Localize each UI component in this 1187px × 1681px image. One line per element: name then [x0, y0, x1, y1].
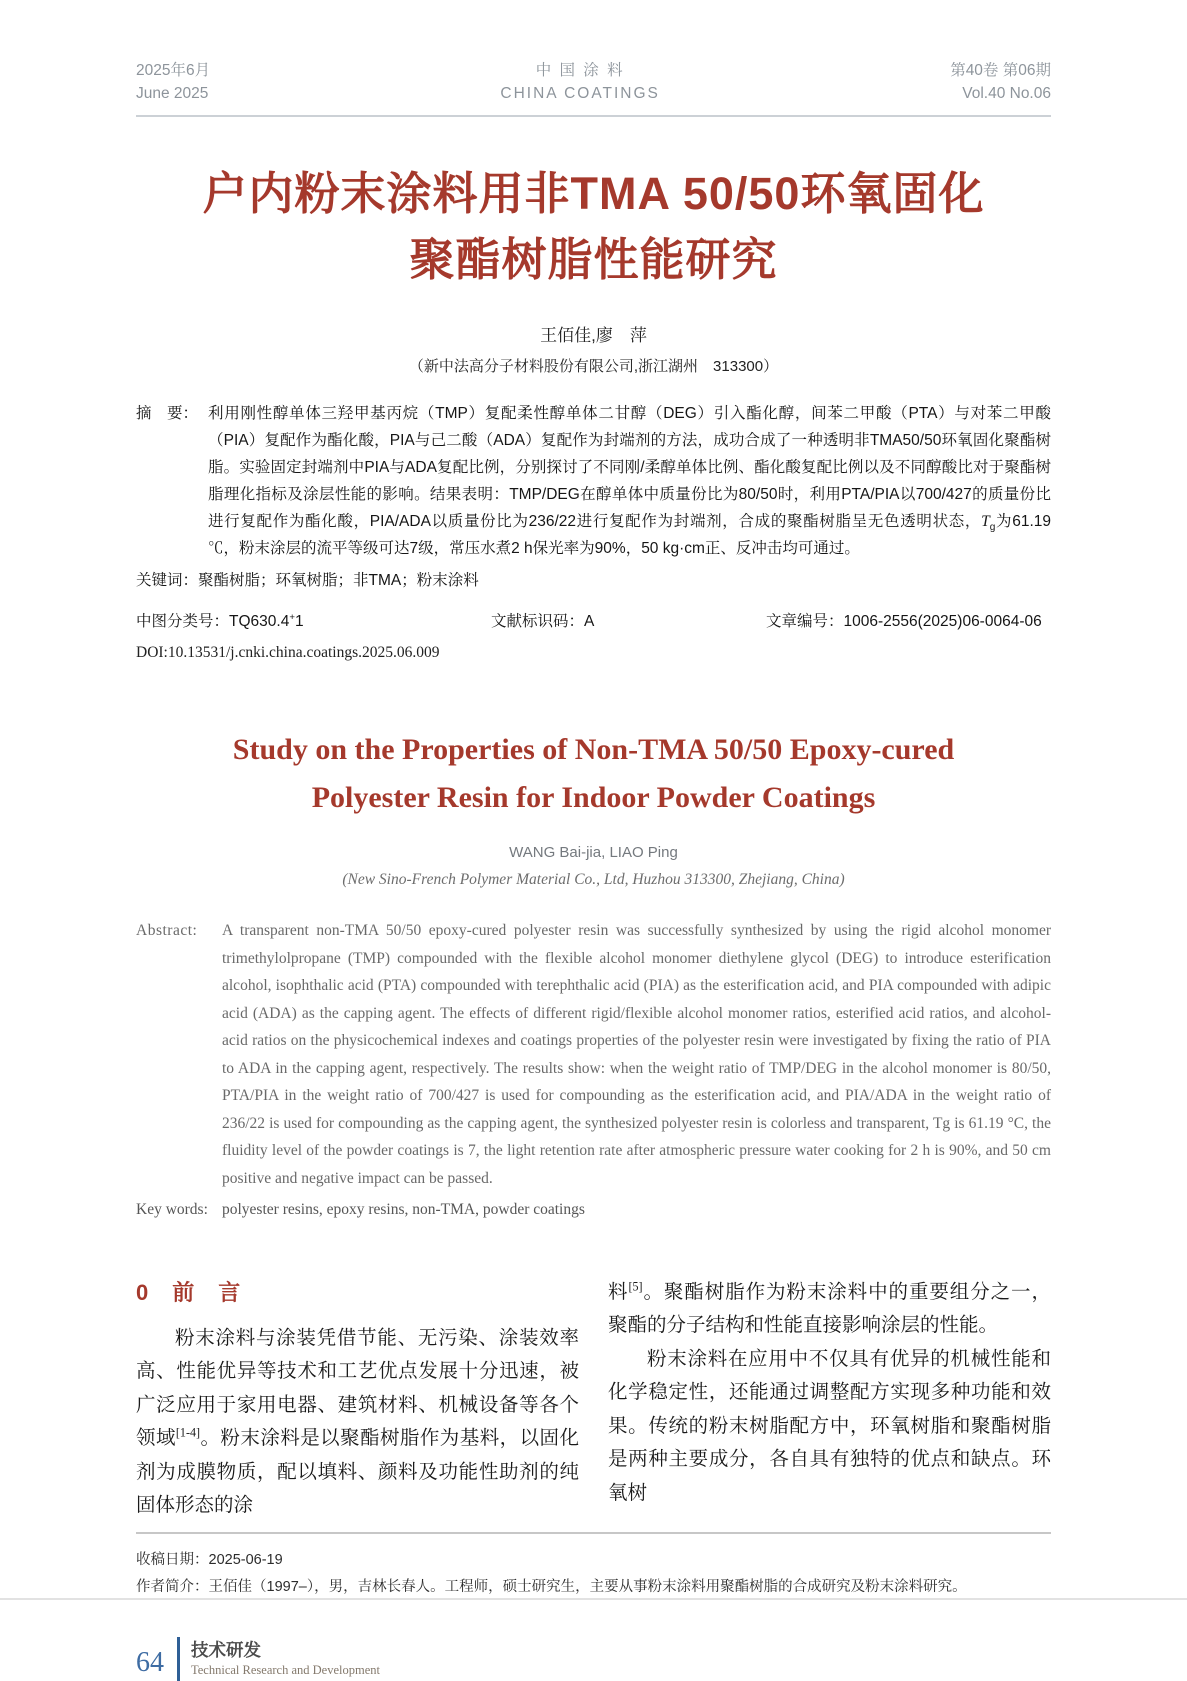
- abstract-cn-label: 摘 要：: [136, 405, 199, 422]
- author-bio: 作者简介：王佰佳（1997–），男，吉林长春人。工程师，硕士研究生，主要从事粉末涂料用聚酯树脂的合成研究及粉末涂料研究。: [136, 1578, 967, 1595]
- article-body: [136, 1276, 1051, 1523]
- title-en-line2: Polyester Resin for Indoor Powder Coatings: [311, 781, 876, 814]
- title-en-line1: Study on the Properties of Non-TMA 50/50 Epoxy-cured: [232, 733, 955, 766]
- clc-superscript: +: [289, 611, 295, 623]
- authors-en: WANG Bai-jia, LIAO Ping: [509, 844, 678, 861]
- abstract-en-label: Abstract:: [136, 922, 198, 939]
- journal-name-en: CHINA COATINGS: [500, 85, 660, 102]
- title-cn-line2: 聚酯树脂性能研究: [409, 234, 778, 285]
- affiliation-cn: （新中法高分子材料股份有限公司,浙江湖州 313300）: [408, 358, 779, 375]
- citation-ref-5: [5]: [628, 1279, 643, 1293]
- abstract-cn-text: [208, 400, 1051, 562]
- keywords-cn-label: 关键词：: [136, 572, 199, 589]
- article-id-value: 1006-2556(2025)06-0064-06: [843, 613, 1042, 630]
- page-title-en: [136, 726, 1051, 822]
- received-date: 收稿日期：2025-06-19: [136, 1551, 283, 1568]
- keywords-en-text: polyester resins, epoxy resins, non-TMA, powder coatings: [222, 1201, 585, 1218]
- footer-section-cn: 技术研发: [191, 1639, 261, 1660]
- intro-paragraph-2: 粉末涂料在应用中不仅具有优异的机械性能和化学稳定性，还能通过调整配方实现多种功能和效果。传统的粉末树脂配方中，环氧树脂和聚酯树脂是两种主要成分，各自具有独特的优点和缺点。环氧树: [608, 1348, 1051, 1504]
- document-code: [491, 609, 766, 631]
- footer-section-en: Technical Research and Development: [191, 1662, 380, 1677]
- header-date-en: June 2025: [136, 85, 209, 102]
- document-code-label: 文献标识码：: [491, 613, 585, 630]
- footer-section: [191, 1639, 380, 1679]
- doi: DOI:10.13531/j.cnki.china.coatings.2025.06.009: [136, 644, 440, 661]
- abstract-cn: [136, 400, 1051, 562]
- intro-p1-cont: 。粉末涂料是以聚酯树脂作为基料，以固化剂为成膜物质，配以填料、颜料及功能性助剂的纯固体形态的涂: [136, 1428, 579, 1516]
- footnote-block: [136, 1532, 1051, 1601]
- document-code-value: A: [584, 613, 595, 630]
- footer-divider-bar: [177, 1637, 180, 1681]
- abstract-en-text: A transparent non-TMA 50/50 epoxy-cured polyester resin was successfully synthesized by using the rigid alcohol monomer trimethylolpropane (TMP) compounded with the flexible alcohol monomer diethylene glycol (DEG) to introduce esterification alcohol, isophthalic acid (PTA) compounded with terephthalic acid (PIA) as the esterification acid, and PIA compounded with adipic acid (ADA) as the capping agent. The effects of different rigid/flexible alcohol monomer ratios, esterified acid ratios, and alcohol-acid ratios on the physicochemical indexes and coatings properties of the polyester resin were investigated by fixing the ratio of PIA to ADA in the capping agent, respectively. The results show: when the weight ratio of TMP/DEG in the alcohol monomer is 80/50, PTA/PIA in the weight ratio of 700/427 is used for compounding as the esterification acid, and PIA/ADA in the weight ratio of 236/22 is used for compounding as the capping agent, the synthesized polyester resin is colorless and transparent, Tg is 61.19 °C, the fluidity level of the powder coatings is 7, the light retention rate after atmospheric pressure water cooking for 2 h is 90%, and 50 cm positive and negative impact can be passed.: [222, 922, 1051, 1187]
- abstract-cn-text-post: 为61.19 ℃，粉末涂层的流平等级可达7级，常压水煮2 h保光率为90%，50 kg·cm正、反冲击均可通过。: [208, 513, 1051, 557]
- right-column: [608, 1276, 1051, 1523]
- keywords-en: [136, 1196, 1051, 1224]
- intro-paragraph-1: [136, 1322, 579, 1523]
- intro-p1-text: 粉末涂料与涂装凭借节能、无污染、涂装效率高、性能优异等技术和工艺优点发展十分迅速，被广泛应用于家用电器、建筑材料、机械设备等各个领域: [136, 1327, 579, 1449]
- journal-header: [136, 0, 1051, 117]
- header-journal-name: [500, 60, 659, 105]
- keywords-cn: [136, 567, 1051, 594]
- title-cn-line1: 户内粉末涂料用非TMA 50/50环氧固化: [202, 168, 985, 219]
- affiliation-en: (New Sino-French Polymer Material Co., Ltd, Huzhou 313300, Zhejiang, China): [342, 871, 845, 888]
- tg-symbol: T: [981, 513, 990, 530]
- keywords-cn-text: 聚酯树脂；环氧树脂；非TMA；粉末涂料: [198, 572, 479, 589]
- citation-ref-1-4: [1-4]: [175, 1425, 201, 1440]
- abstract-cn-text-pre: 利用刚性醇单体三羟甲基丙烷（TMP）复配柔性醇单体二甘醇（DEG）引入酯化醇，间苯二甲酸（PTA）与对苯二甲酸（PIA）复配作为酯化酸，PIA与己二酸（ADA）复配作为封端剂的方法，成功合成了一种透明非TMA50/50环氧固化聚酯树脂。实验固定封端剂中PIA与ADA复配比例，分别探讨了不同刚/柔醇单体比例、酯化酸复配比例以及不同醇酸比对于聚酯树脂理化指标及涂层性能的影响。结果表明：TMP/DEG在醇单体中质量份比为80/50时，利用PTA/PIA以700/427的质量份比进行复配作为酯化酸，PIA/ADA以质量份比为236/22进行复配作为封端剂，合成的聚酯树脂呈无色透明状态，: [208, 405, 1051, 530]
- article-id-label: 文章编号：: [766, 613, 844, 630]
- intro-paragraph-1-continued: [608, 1276, 1051, 1343]
- intro-p1-end: 。聚酯树脂作为粉末涂料中的重要组分之一，聚酯的分子结构和性能直接影响涂层的性能。: [608, 1281, 1051, 1336]
- page-number: 64: [136, 1646, 164, 1678]
- clc-number: [136, 609, 491, 631]
- header-date: [136, 60, 210, 105]
- article-id: [766, 609, 1051, 631]
- clc-base: TQ630.4: [229, 613, 290, 630]
- tg-subscript: g: [989, 522, 996, 534]
- authors-cn: 王佰佳,廖 萍: [540, 326, 647, 345]
- page-title-cn: [136, 161, 1051, 293]
- clc-tail: 1: [294, 613, 304, 630]
- issue-cn: 第40卷 第06期: [950, 62, 1051, 79]
- intro-p1-carry: 料: [608, 1281, 629, 1303]
- left-column: [136, 1276, 579, 1523]
- header-issue: [950, 60, 1051, 105]
- issue-en: Vol.40 No.06: [962, 85, 1051, 102]
- journal-name-cn: 中 国 涂 料: [535, 62, 625, 79]
- abstract-en: [136, 917, 1051, 1192]
- section-heading-intro: 0 前 言: [136, 1279, 242, 1305]
- keywords-en-label: Key words:: [136, 1201, 208, 1218]
- page-footer: [136, 1637, 1051, 1681]
- header-date-cn: 2025年6月: [136, 62, 211, 79]
- clc-label: 中图分类号：: [136, 613, 230, 630]
- classification-row: [136, 609, 1051, 631]
